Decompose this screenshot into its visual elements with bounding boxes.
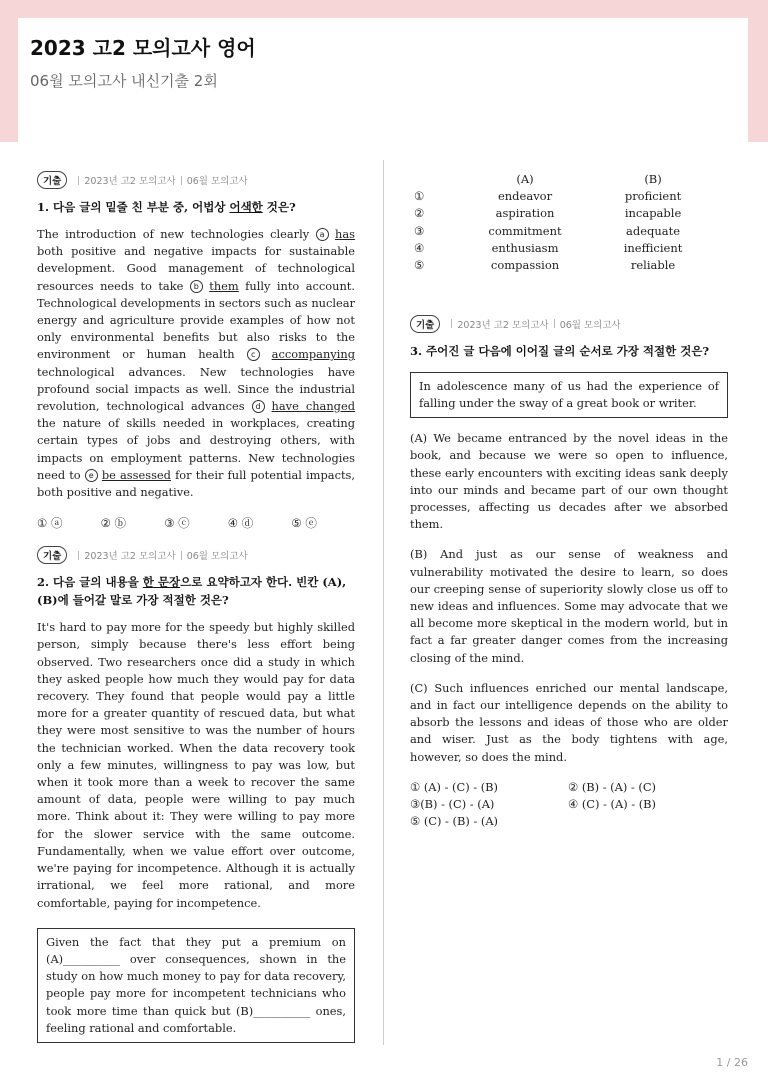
- underlined-c: accompanying: [271, 347, 355, 362]
- source-tag: 기출: [410, 315, 440, 333]
- table-row[interactable]: ⑤ compassion reliable: [414, 258, 676, 273]
- source-tag-row-q2: [37, 545, 355, 565]
- source-tag-row-q1: [37, 170, 355, 190]
- underlined-b: them: [209, 278, 239, 293]
- column-divider: [383, 160, 384, 1045]
- column-a-header: (A): [516, 171, 534, 186]
- underlined-a: has: [335, 227, 355, 241]
- question-3-paragraph-c: (C) Such influences enriched our mental landscape, and in fact our intelligence depends on the ability to absorb the lessons and ideas of those who are older and wiser. Just as the body tightens with age, however, so does the mind.: [410, 680, 728, 764]
- underlined-d: have changed: [271, 399, 356, 414]
- option-4[interactable]: ④ (C) - (A) - (B): [568, 797, 656, 812]
- question-1-title: 1. 다음 글의 밑줄 친 부분 중, 어법상 어색한 것은?: [37, 200, 296, 214]
- right-column: [410, 170, 728, 830]
- page-number: 1 / 26: [716, 1056, 748, 1069]
- option-5[interactable]: ⑤ (C) - (B) - (A): [410, 814, 498, 829]
- tag-separator: [78, 551, 79, 560]
- question-3-given-box: In adolescence many of us had the experience of falling under the sway of a great book or writer.: [410, 372, 728, 418]
- tag-separator: [451, 319, 452, 328]
- page-title: 2023 고2 모의고사 영어: [30, 36, 256, 60]
- option-2[interactable]: ② (B) - (A) - (C): [568, 779, 656, 794]
- page-subtitle: 06월 모의고사 내신기출 2회: [30, 72, 218, 90]
- tag-separator: [181, 551, 182, 560]
- marker-c: c: [247, 348, 260, 361]
- source-tag: 기출: [37, 546, 67, 564]
- marker-a: a: [316, 228, 329, 241]
- option-5[interactable]: ⑤ ⓔ: [291, 516, 317, 531]
- marker-b: b: [190, 280, 203, 293]
- table-row[interactable]: ① endeavor proficient: [414, 188, 682, 203]
- source-year: 2023년 고2 모의고사: [84, 176, 176, 187]
- source-tag: 기출: [37, 171, 67, 189]
- tag-separator: [181, 176, 182, 185]
- question-2-title: 2. 다음 글의 내용을 한 문장으로 요약하고자 한다. 빈칸 (A), (B)에 들어갈 말로 가장 적절한 것은?: [37, 575, 347, 608]
- option-2[interactable]: ② ⓑ: [100, 516, 127, 531]
- question-3-options: [410, 779, 728, 831]
- question-3-title: 3. 주어진 글 다음에 이어질 글의 순서로 가장 적절한 것은?: [410, 343, 710, 358]
- option-3[interactable]: ③(B) - (C) - (A): [410, 797, 495, 812]
- table-row[interactable]: ③ commitment adequate: [414, 223, 681, 238]
- table-header-row: [410, 170, 710, 187]
- source-year: 2023년 고2 모의고사: [457, 319, 549, 331]
- source-month: 06월 모의고사: [186, 176, 248, 187]
- marker-d: d: [252, 400, 265, 413]
- question-3-paragraph-b: (B) And just as our sense of weakness and vulnerability motivated the desire to learn, so does our creeping sense of superiority slowly close us off to new ideas and influences. Some may advocate that we all become more skeptical in the modern world, but in fact a far greater danger comes from the increasing closing of the mind.: [410, 547, 728, 665]
- question-1-passage: The introduction of new technologies clearly a has both positive and negative impacts for sustainable development. Good management of technological resources needs to take b them fully into account. Technological developments in sectors such as nuclear energy and agriculture provide examples of how not only environmental benefits but also risks to the environment or human health c accompanying technological advances. New technologies have profound social impacts as well. Since the industrial revolution, technological advances d have changed the nature of skills needed in workplaces, creating certain types of jobs and destroying others, with impacts on employment patterns. New technologies need to e be assessed for their full potential impacts, both positive and negative.: [37, 227, 356, 500]
- option-4[interactable]: ④ ⓓ: [227, 516, 254, 531]
- table-row[interactable]: ④ enthusiasm inefficient: [414, 240, 683, 255]
- option-3[interactable]: ③ ⓒ: [164, 516, 190, 531]
- option-1[interactable]: ① (A) - (C) - (B): [410, 779, 498, 794]
- question-2-passage: It's hard to pay more for the speedy but highly skilled person, simply because there's less effort being observed. Two researchers once did a study in which they asked people how much they would pay for data recovery. They found that people would pay a little more for a greater quantity of rescued data, but what they were most sensitive to was the number of hours the technician worked. When the data recovery took only a few minutes, willingness to pay was low, but when it took more than a week to recover the same amount of data, people were willing to pay much more. Think about it: They were willing to pay more for the slower service with the same outcome. Fundamentally, when we value effort over outcome, we're paying for incompetence. Although it is actually irrational, we feel more rational, and more comfortable, paying for incompetence.: [37, 620, 355, 910]
- column-b-header: (B): [644, 171, 662, 186]
- option-1[interactable]: ① ⓐ: [37, 516, 63, 531]
- question-2-summary-box: Given the fact that they put a premium on (A)__________ over consequences, shown in the study on how much money to pay for data recovery, people pay more for incompetent technicians who took more time than quick but (B)__________ ones, feeling rational and comfortable.: [37, 928, 355, 1043]
- question-2-answer-table: [410, 170, 710, 274]
- underlined-e: be assessed: [101, 467, 171, 482]
- tag-separator: [78, 176, 79, 185]
- left-column: [37, 170, 355, 1043]
- source-month: 06월 모의고사: [559, 319, 621, 331]
- question-1-options: [37, 515, 355, 531]
- source-tag-row-q3: [410, 314, 728, 334]
- question-3-paragraph-a: (A) We became entranced by the novel ideas in the book, and because we were so open to influence, these early encounters with exciting ideas sank deeply into our minds and became part of our own thought processes, affecting us decades after we absorbed them.: [410, 431, 728, 532]
- source-month: 06월 모의고사: [186, 551, 248, 563]
- table-row[interactable]: ② aspiration incapable: [414, 206, 682, 221]
- marker-e: e: [85, 469, 98, 482]
- source-year: 2023년 고2 모의고사: [84, 551, 176, 563]
- tag-separator: [554, 319, 555, 328]
